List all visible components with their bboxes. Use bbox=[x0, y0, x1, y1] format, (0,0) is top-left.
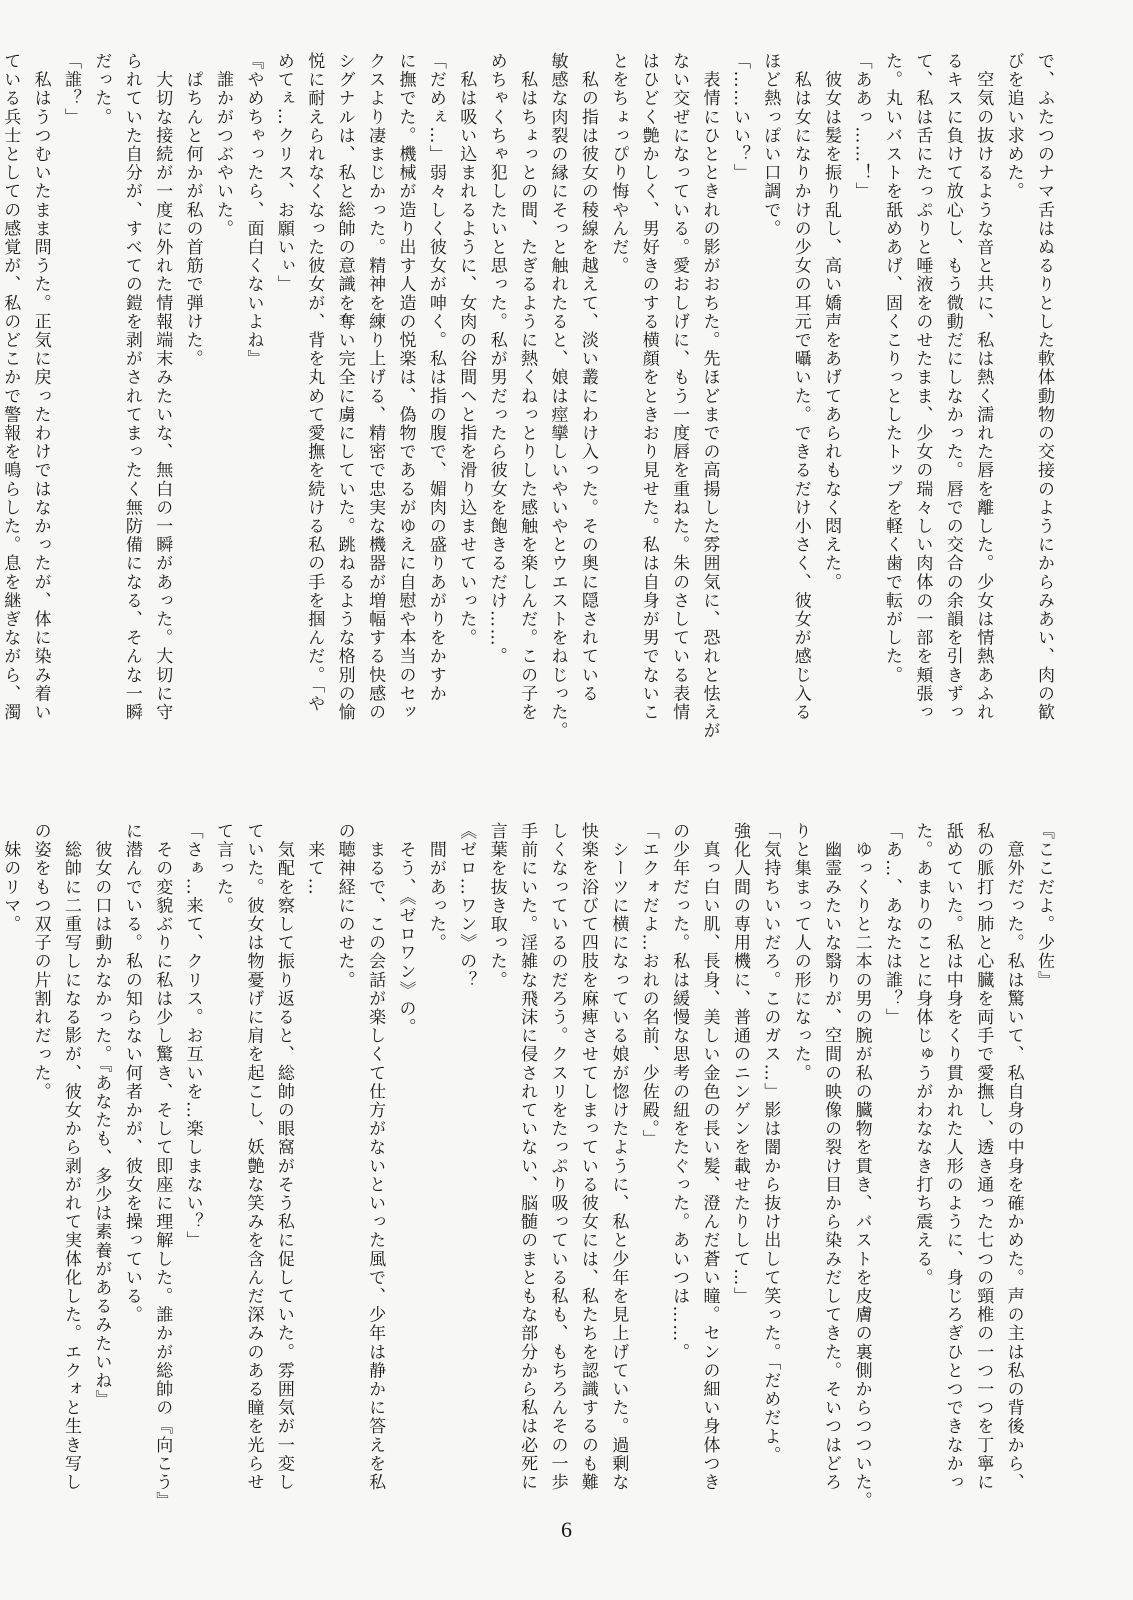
text-column: 私は吸い込まれるように、女肉の谷間へと指を滑り込ませていった。 bbox=[456, 52, 477, 648]
text-column: ていた。彼女は物憂げに肩を起こし、妖艶な笑みを含んだ深みのある瞳を光らせ bbox=[243, 822, 264, 1492]
text-column: 敏感な肉裂の縁にそっと触れたると、娘は痙攣しいやいやとウエストをねじった。 bbox=[547, 52, 568, 741]
text-column: た。あまりのことに身体じゅうがわななき打ち震える。 bbox=[912, 822, 933, 1287]
text-column: ほど熱っぽい口調で。 bbox=[760, 52, 781, 238]
text-column: の姿をもつ双子の片割れだった。 bbox=[30, 822, 51, 1101]
text-column: られていた自分が、すべての鎧を剥がされてまったく無防備になる、そんな一瞬 bbox=[121, 52, 142, 722]
text-column: 間があった。 bbox=[425, 822, 446, 953]
text-column: ゆっくりと二本の男の腕が私の臓物を貫き、バストを皮膚の裏側からつついた。 bbox=[851, 822, 872, 1511]
text-column: 私はちょっとの間、たぎるように熱くねっとりした感触を楽しんだ。この子を bbox=[517, 52, 538, 722]
text-column: 「誰？」 bbox=[61, 52, 81, 127]
text-column: だった。 bbox=[91, 52, 112, 127]
text-column: めてぇ…クリス、お願いぃ」 bbox=[273, 52, 294, 294]
text-column: の聴神経にのせた。 bbox=[334, 822, 355, 990]
text-column: 手前にいた。淫雑な飛沫に侵されていない、脳髄のまともな部分から私は必死に bbox=[517, 822, 538, 1492]
text-column: て、私は舌にたっぷりと唾液をのせたまま、少女の瑞々しい肉体の一部を頬張っ bbox=[912, 52, 933, 722]
text-column: 彼女は髪を振り乱し、高い嬌声をあげてあられもなく悶えた。 bbox=[821, 52, 842, 592]
text-column: るキスに負けて放心し、もう微動だにしなかった。唇での交合の余韻を引きずっ bbox=[942, 52, 963, 722]
text-column: 『やめちゃったら、面白くないよね』 bbox=[243, 52, 264, 369]
text-column: 「ああっ……！」 bbox=[851, 52, 872, 201]
text-column: に潜んでいる。私の知らない何者かが、彼女を操っている。 bbox=[121, 822, 142, 1325]
text-column: ない交ぜになっている。愛おしげに、もう一度唇を重ねた。朱のさしている表情 bbox=[669, 52, 690, 722]
text-column: 私の脈打つ肺と心臓を両手で愛撫し、透き通った七つの頸椎の一つ一つを丁寧に bbox=[973, 822, 994, 1492]
text-column: 空気の抜けるような音と共に、私は熱く濡れた唇を離した。少女は情熱あふれ bbox=[973, 52, 994, 722]
text-column: 大切な接続が一度に外れた情報端末みたいな、無白の一瞬があった。大切に守 bbox=[152, 52, 173, 722]
text-column: 「気持ちいいだろ。このガス…」影は闇から抜け出して笑った。「だめだよ。 bbox=[760, 822, 781, 1465]
text-column: 私の指は彼女の稜線を越えて、淡い叢にわけ入った。その奥に隠されている bbox=[577, 52, 598, 703]
text-column: 舐めていた。私は中身をくり貫かれた人形のように、身じろぎひとつできなかっ bbox=[942, 822, 963, 1492]
text-column: 総帥に二重写しになる影が、彼女から剥がれて実体化した。エクォと生き写し bbox=[61, 822, 81, 1492]
text-column: 幽霊みたいな翳りが、空間の映像の裂け目から染みだしてきた。そいつはどろ bbox=[821, 822, 842, 1492]
text-column: で、ふたつのナマ舌はぬるりとした軟体動物の交接のようにからみあい、肉の歓 bbox=[1034, 52, 1054, 722]
text-column: とをちょっぴり悔やんだ。 bbox=[608, 52, 629, 276]
page-number: 6 bbox=[561, 1517, 572, 1542]
text-column: ている兵士としての感覚が、私のどこかで警報を鳴らした。息を継ぎながら、濁 bbox=[0, 52, 21, 722]
text-column: シグナルは、私と総帥の意識を奪い完全に虜にしていた。跳ねるような格別の愉 bbox=[334, 52, 355, 722]
text-column: 言葉を抜き取った。 bbox=[486, 822, 507, 990]
text-column: 快楽を浴びて四肢を麻痺させてしまっている彼女には、私たちを認識するのも難 bbox=[577, 822, 598, 1492]
upper-text-block bbox=[0, 52, 1059, 757]
text-column: はひどく艶かしく、男好きのする横顔をときおり見せた。私は自身が男でないこ bbox=[638, 52, 659, 722]
text-column: まるで、この会話が楽しくて仕方がないといった風で、少年は静かに答えを私 bbox=[365, 822, 386, 1492]
text-column: 「あ…、あなたは誰？」 bbox=[881, 822, 902, 1027]
text-column: 私は女になりかけの少女の耳元で囁いた。できるだけ小さく、彼女が感じ入る bbox=[790, 52, 811, 722]
text-column: 気配を察して振り返ると、総帥の眼窩がそう私に促していた。雰囲気が一変し bbox=[273, 822, 294, 1492]
text-column: しくなっているのだろう。クスリをたっぷり吸っている私も、もちろんその一歩 bbox=[547, 822, 568, 1492]
text-column: て言った。 bbox=[213, 822, 234, 915]
text-column: びを追い求めた。 bbox=[1003, 52, 1024, 201]
text-column: めちゃくちゃ犯したいと思った。私が男だったら彼女を飽きるだけ……。 bbox=[486, 52, 507, 666]
text-column: 強化人間の専用機に、普通のニンゲンを載せたりして…」 bbox=[729, 822, 750, 1306]
text-column: 「……いい？」 bbox=[729, 52, 750, 183]
text-column: に撫でた。機械が造り出す人造の悦楽は、偽物であるがゆえに自慰や本当のセッ bbox=[395, 52, 416, 722]
text-column: た。丸いバストを舐めあげ、固くこりっとしたトップを軽く歯で転がした。 bbox=[881, 52, 902, 685]
text-column: シーツに横になっている娘が惚けたように、私と少年を見上げていた。過剰な bbox=[608, 822, 629, 1492]
text-column: 「さぁ…来て、クリス。お互いを…楽しまない？」 bbox=[182, 822, 203, 1250]
text-column: 「エクォだよ…おれの名前、少佐殿。」 bbox=[638, 822, 659, 1149]
text-column: 彼女の口は動かなかった。『あなたも、多少は素養があるみたいね』 bbox=[91, 822, 112, 1409]
text-column: の少年だった。私は緩慢な思考の紐をたぐった。あいつは……。 bbox=[669, 822, 690, 1362]
text-column: 悦に耐えられなくなった彼女が、背を丸めて愛撫を続ける私の手を掴んだ。「や bbox=[304, 52, 325, 714]
text-column: 「だめぇ…」弱々しく彼女が呻く。私は指の腹で、媚肉の盛りあがりをかすか bbox=[425, 52, 446, 703]
text-column: 誰かがつぶやいた。 bbox=[213, 52, 234, 238]
text-column: その変貌ぶりに私は少し驚き、そして即座に理解した。誰かが総帥の『向こう』 bbox=[152, 822, 173, 1511]
text-column: 《ゼロ…ワン》の？ bbox=[456, 822, 477, 990]
text-column: ぱちんと何かが私の首筋で弾けた。 bbox=[182, 52, 203, 369]
text-column: クスより凄まじかった。精神を練り上げる、精密で忠実な機器が増幅する快感の bbox=[365, 52, 386, 722]
lower-text-block bbox=[0, 822, 1059, 1511]
text-column: 『ここだよ。少佐』 bbox=[1034, 822, 1054, 990]
text-column: 来て… bbox=[304, 822, 325, 897]
text-column: そう、《ゼロワン》の。 bbox=[395, 822, 416, 1037]
text-column: 妹のリマ。 bbox=[0, 822, 21, 934]
text-column: りと集まって人の形になった。 bbox=[790, 822, 811, 1083]
text-column: 表情にひとときれの影がおちた。先ほどまでの高揚した雰囲気に、恐れと怯えが bbox=[699, 52, 720, 741]
text-column: 私はうつむいたまま問うた。正気に戻ったわけではなかったが、体に染み着い bbox=[30, 52, 51, 722]
text-column: 意外だった。私は驚いて、私自身の中身を確かめた。声の主は私の背後から、 bbox=[1003, 822, 1024, 1492]
text-column: 真っ白い肌、長身、美しい金色の長い髪、澄んだ蒼い瞳。センの細い身体つき bbox=[699, 822, 720, 1492]
